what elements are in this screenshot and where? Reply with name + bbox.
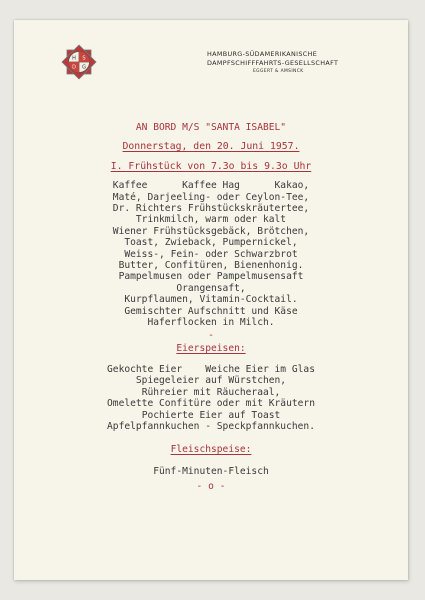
egg-heading: Eierspeisen: (176, 342, 246, 354)
logo-letter-d: D (72, 64, 76, 71)
menu-line: Fünf-Minuten-Fleisch (153, 465, 269, 477)
menu-line: Apfelpfannkuchen - Speckpfannkuchen. (107, 420, 315, 432)
menu-line: Haferflocken in Milch. (147, 317, 275, 329)
menu-line: Gemischter Aufschnitt und Käse (124, 305, 298, 317)
company-name-line1: HAMBURG-SÜDAMERIKANISCHE (207, 50, 318, 58)
menu-line: Trinkmilch, warm oder kalt (135, 214, 287, 226)
logo-letter-g: G (82, 64, 86, 71)
company-letterhead (207, 50, 387, 76)
menu-sheet (14, 20, 408, 580)
company-name-line3: EGGERT & AMSINCK (253, 69, 304, 74)
menu-line: Gekochte Eier Weiche Eier im Glas (107, 363, 315, 375)
menu-line: Spiegeleier auf Würstchen, (135, 375, 287, 387)
menu-line: Weiss-, Fein- oder Schwarzbrot (124, 248, 298, 260)
breakfast-heading: I. Frühstück von 7.3o bis 9.3o Uhr (110, 160, 312, 172)
menu-line: Wiener Frühstücksgebäck, Brötchen, (112, 225, 310, 237)
menu-line: Pampelmusen oder Pampelmusensaft (118, 271, 304, 283)
company-logo (59, 42, 99, 82)
end-mark: - o - (196, 481, 226, 493)
menu-line: Pochierte Eier auf Toast (141, 409, 281, 421)
menu-line: Kaffee Kaffee Hag Kakao, (112, 180, 310, 192)
menu-line: Kurpflaumen, Vitamin-Cocktail. (124, 294, 298, 306)
menu-body (14, 122, 408, 494)
logo-letter-s: S (82, 55, 86, 62)
ship-name: AN BORD M/S "SANTA ISABEL" (135, 122, 287, 133)
menu-line: Butter, Confitüren, Bienenhonig. (118, 260, 304, 272)
menu-line: Maté, Darjeeling- oder Ceylon-Tee, (112, 191, 310, 203)
menu-line: Rühreier mit Räucheraal, (141, 386, 281, 398)
menu-line: Dr. Richters Frühstückskräutertee, (112, 203, 310, 215)
menu-date: Donnerstag, den 20. Juni 1957. (122, 141, 300, 153)
section-separator: - (208, 329, 214, 341)
breakfast-items (14, 180, 408, 328)
menu-line: Omelette Confitüre oder mit Kräutern (107, 398, 315, 410)
menu-line: Toast, Zwieback, Pumpernickel, (124, 237, 298, 249)
logo-letter-h: H (72, 55, 76, 62)
company-name-line2: DAMPFSCHIFFFAHRTS-GESELLSCHAFT (207, 59, 339, 67)
egg-items (14, 364, 408, 432)
meat-heading: Fleischspeise: (170, 444, 252, 456)
menu-line: Orangensaft, (176, 282, 246, 294)
